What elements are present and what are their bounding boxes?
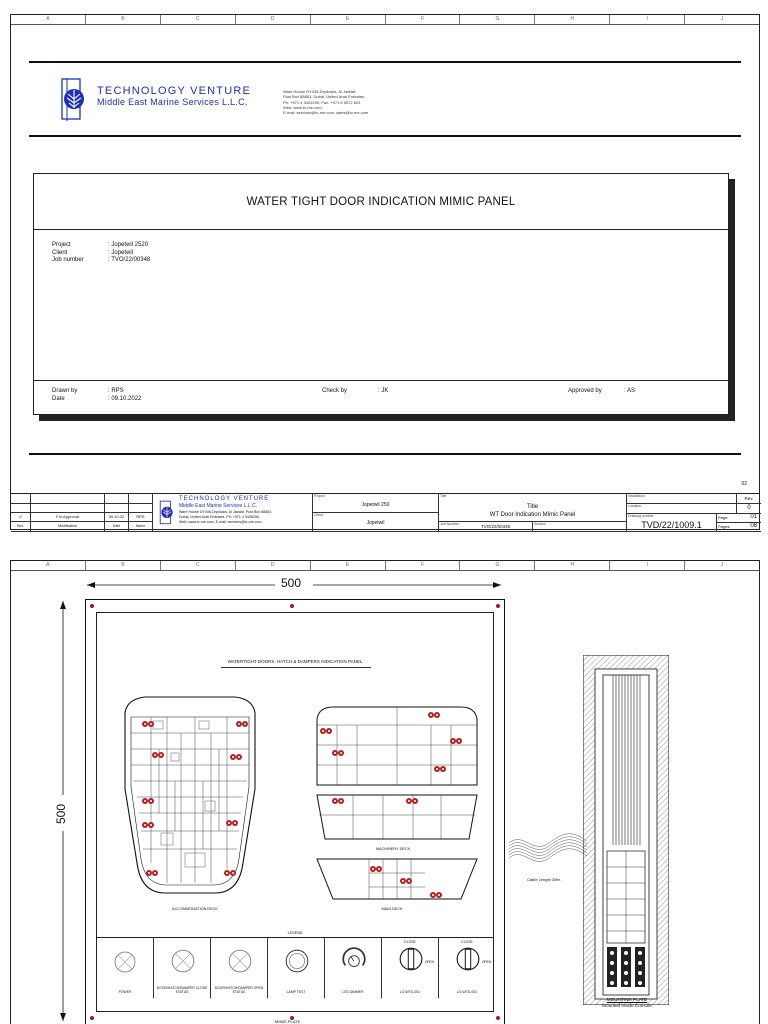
legend-power: POWER xyxy=(97,938,154,998)
title-box-separator xyxy=(34,380,728,381)
screw-hole-icon xyxy=(90,1016,94,1020)
legend-close-status: DOOR/HATCH/DAMPER CLOSE STATUS xyxy=(154,938,211,998)
project-info: Project : Jopetwil 2520 Client : Jopetwil Job number : TVO/22/00348 xyxy=(52,242,151,263)
drawn-info: Drawn by : RPS Date : 09.10.2022 xyxy=(52,388,142,402)
screw-hole-icon xyxy=(496,604,500,608)
selector-switch-icon xyxy=(455,946,481,972)
title-block: 0 For Approval 09.10.22 RPS Rev. Modification Date Name TECHNOLOGY VENTURE Middle East Marine Services L.L.C. Ware House DY036-Drydocks, Al Jaddaf, Post Box 88863, Dubai, United Arab Emirates, Ph: +971 4 3426290, Web: www.tv-me.com, E-mail: services@tv-me.com Project Jopetwil 250 Client Jopetwil Title Title WT Door Indication Mimic Panel Job Number TVO/22/00348 Section Installation Rev. Location 0 Drawing number TVD/22/1009.1 Page: 01 Pages: 08 xyxy=(11,493,759,531)
lamp-test-button-icon xyxy=(284,948,310,974)
screw-hole-icon xyxy=(90,604,94,608)
led-dimmer-knob-icon xyxy=(341,946,367,974)
legend-title: LEGEND xyxy=(287,931,303,935)
mimic-plate-label: MIMIC PLATE xyxy=(275,1019,301,1024)
screw-hole-icon xyxy=(290,604,294,608)
screw-hole-icon xyxy=(496,1016,500,1020)
legend-led-dimmer: LED DIMMER xyxy=(325,938,382,998)
upper-deck-plan xyxy=(313,705,481,789)
mounting-plate-label: MOUNTING PLATE Mounted Inside Console xyxy=(602,997,652,1008)
accommodation-deck-plan xyxy=(115,693,265,899)
machinery-deck-plan xyxy=(313,791,481,843)
main-deck-plan xyxy=(313,855,481,903)
legend-row xyxy=(97,937,493,997)
width-dimension-label: 500 xyxy=(281,576,302,590)
height-dimension-label: 500 xyxy=(54,803,69,825)
company-logo-icon xyxy=(61,77,87,123)
main-deck-label: MAIN DECK xyxy=(381,907,403,911)
mimic-panel-face xyxy=(96,612,494,1012)
approved-info: Approved by : AS xyxy=(568,388,636,394)
close-status-lamp-icon xyxy=(170,948,196,974)
mounting-plate xyxy=(583,655,669,1005)
machinery-deck-label: MACHINERY DECK xyxy=(375,847,411,851)
accommodation-deck-label: ACCOMMODATION DECK xyxy=(172,907,218,911)
drawing-sheet xyxy=(10,560,760,1024)
footer-rule xyxy=(29,453,741,455)
header-rule-bottom xyxy=(29,135,741,137)
mimic-panel xyxy=(85,599,505,1024)
title-box xyxy=(33,173,729,415)
document-title: WATER TIGHT DOOR INDICATION MIMIC PANEL xyxy=(34,174,728,230)
cable-bundle xyxy=(509,821,587,871)
check-info: Check by : JK xyxy=(322,388,389,394)
header-rule-top xyxy=(29,61,741,63)
legend-lamp-test: LAMP TEST xyxy=(268,938,325,998)
cover-sheet xyxy=(10,14,760,530)
company-address: Ware House DY036-Drydocks, Al Jaddaf, Post Box 88863, Dubai, United Arab Emirates, Ph: +971 4 3426290, Fax: +971 6 5572 603 Web: www.tv-me.com, E-mail: services@tv-me.com, sales@tv-me.com xyxy=(283,89,369,116)
legend-selector-2: CLOSE OPEN LO-WTD-002 xyxy=(456,940,491,994)
title-block-company: TECHNOLOGY VENTURE Middle East Marine Services L.L.C. Ware House DY036-Drydocks, Al Jaddaf, Post Box 88863, Dubai, United Arab Emirates, Ph: +971 4 3426290, Web: www.tv-me.com, E-mail: services@tv-me.com xyxy=(153,494,313,532)
selector-switch-icon xyxy=(398,946,424,972)
open-status-lamp-icon xyxy=(227,948,253,974)
power-lamp-icon xyxy=(113,950,137,974)
panel-title: WATERTIGHT DOORS, HATCH & DAMPERS INDICATION PANEL xyxy=(227,659,363,664)
company-logo-small-icon xyxy=(159,500,175,526)
zone-ruler-top: A B C D E F G H I J xyxy=(11,15,759,25)
legend-open-status: DOOR/HATCH/DAMPER OPEN STATUS xyxy=(211,938,268,998)
cable-length-label: Cable Length 2Mtr. xyxy=(527,877,561,882)
revision-note: 02 xyxy=(741,481,747,487)
legend-selector-1: CLOSE OPEN LO-WTD-001 xyxy=(382,938,439,998)
company-name: TECHNOLOGY VENTURE Middle East Marine Services L.L.C. xyxy=(97,85,252,107)
zone-ruler-top-2: A B C D E F G H I J xyxy=(11,561,759,571)
